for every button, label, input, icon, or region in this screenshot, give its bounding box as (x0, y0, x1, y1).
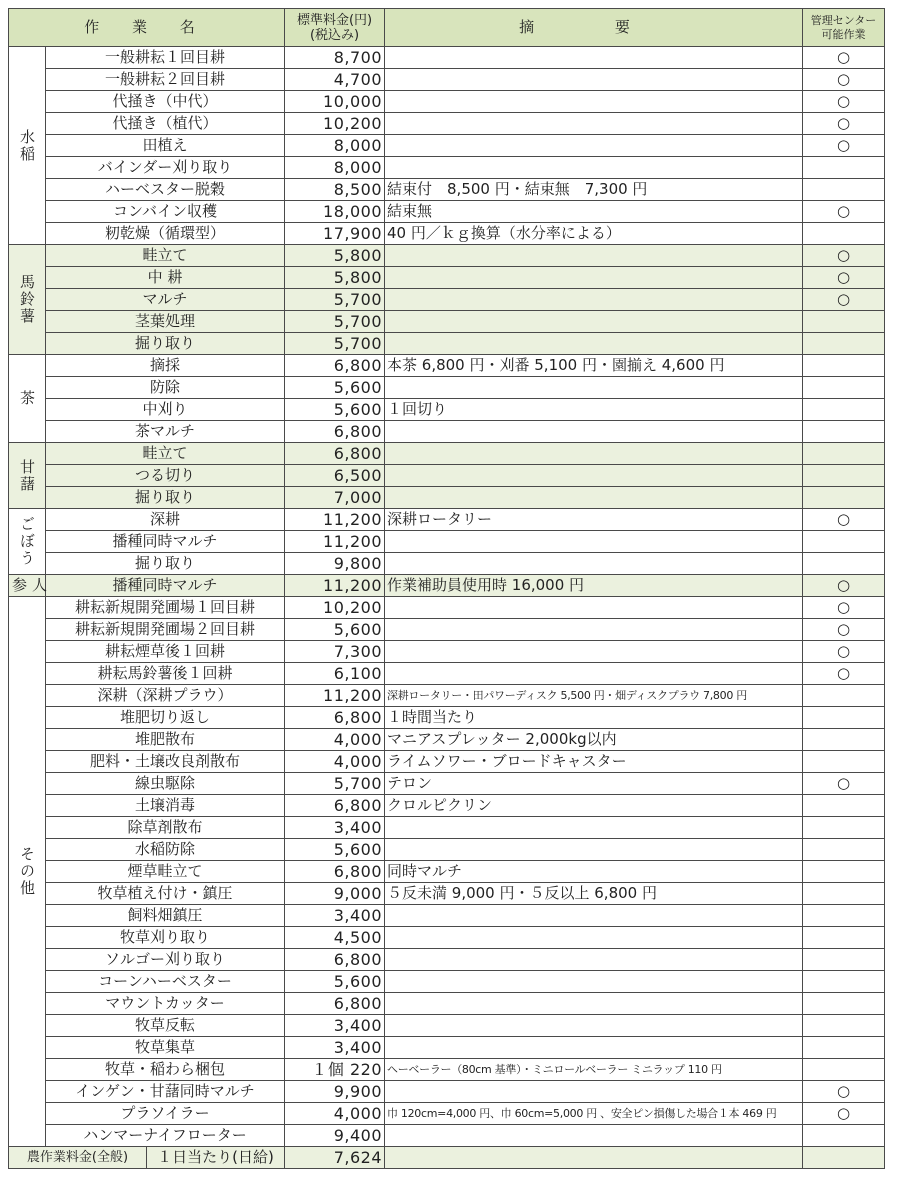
price-value: 6,800 (285, 993, 385, 1015)
center-mark: ○ (803, 135, 885, 157)
table-row (9, 1081, 885, 1103)
task-name: 堆肥切り返し (46, 707, 285, 729)
center-mark (803, 377, 885, 399)
table-row (9, 267, 885, 289)
price-value: 6,800 (285, 795, 385, 817)
table-row (9, 135, 885, 157)
group-label-text: 茶 (18, 390, 36, 407)
note-text: ヘーベーラー（80cm 基準）・ミニロールベーラー ミニラップ 110 円 (385, 1059, 803, 1081)
center-mark (803, 223, 885, 245)
group-label (9, 443, 46, 509)
price-value: 6,800 (285, 443, 385, 465)
task-name: 牧草反転 (46, 1015, 285, 1037)
table-row (9, 1059, 885, 1081)
note-text (385, 245, 803, 267)
table-row (9, 487, 885, 509)
task-name: コーンハーベスター (46, 971, 285, 993)
table-row (9, 839, 885, 861)
center-mark (803, 927, 885, 949)
task-name: 耕耘煙草後１回耕 (46, 641, 285, 663)
note-text (385, 971, 803, 993)
table-row (9, 927, 885, 949)
task-name: 代掻き（中代） (46, 91, 285, 113)
price-value: 17,900 (285, 223, 385, 245)
note-text (385, 1015, 803, 1037)
price-value: 18,000 (285, 201, 385, 223)
price-value: 5,700 (285, 773, 385, 795)
group-label (9, 245, 46, 355)
price-value: 7,000 (285, 487, 385, 509)
task-name: 茶マルチ (46, 421, 285, 443)
price-value: 3,400 (285, 817, 385, 839)
note-text (385, 157, 803, 179)
task-name: 耕耘新規開発圃場２回目耕 (46, 619, 285, 641)
center-mark (803, 751, 885, 773)
note-text: 作業補助員使用時 16,000 円 (385, 575, 803, 597)
group-label-text: 甘藷 (18, 458, 36, 493)
note-text (385, 69, 803, 91)
price-value: 6,500 (285, 465, 385, 487)
task-name: 中刈り (46, 399, 285, 421)
footer-price: 7,624 (285, 1147, 385, 1169)
price-value: 4,700 (285, 69, 385, 91)
center-mark (803, 355, 885, 377)
price-value: 11,200 (285, 685, 385, 707)
center-mark (803, 1015, 885, 1037)
task-name: 耕耘新規開発圃場１回目耕 (46, 597, 285, 619)
header-center-line2: 可能作業 (821, 27, 866, 41)
table-row (9, 553, 885, 575)
center-mark (803, 729, 885, 751)
price-value: 6,800 (285, 421, 385, 443)
table-body (9, 47, 885, 1147)
center-mark (803, 333, 885, 355)
task-name: 深耕 (46, 509, 285, 531)
price-value: 11,200 (285, 531, 385, 553)
table-row (9, 69, 885, 91)
note-text: マニアスプレッター 2,000kg以内 (385, 729, 803, 751)
note-text: １回切り (385, 399, 803, 421)
price-value: 6,800 (285, 949, 385, 971)
task-name: 掘り取り (46, 333, 285, 355)
task-name: 一般耕耘１回目耕 (46, 47, 285, 69)
table-row (9, 355, 885, 377)
note-text (385, 993, 803, 1015)
price-value: 6,100 (285, 663, 385, 685)
header-center (803, 9, 885, 47)
table-row (9, 663, 885, 685)
table-row (9, 289, 885, 311)
table-row (9, 443, 885, 465)
table-row (9, 1103, 885, 1125)
group-label-text: 馬鈴薯 (18, 274, 36, 325)
group-label (9, 47, 46, 245)
price-value: 8,700 (285, 47, 385, 69)
table-row (9, 707, 885, 729)
center-mark (803, 993, 885, 1015)
task-name: ハーベスター脱穀 (46, 179, 285, 201)
center-mark (803, 883, 885, 905)
note-text (385, 421, 803, 443)
table-row (9, 641, 885, 663)
table-row (9, 597, 885, 619)
center-mark: ○ (803, 575, 885, 597)
task-name: マルチ (46, 289, 285, 311)
note-text (385, 465, 803, 487)
center-mark (803, 1037, 885, 1059)
task-name: 中 耕 (46, 267, 285, 289)
footer-row (9, 1147, 885, 1169)
task-name: 茎葉処理 (46, 311, 285, 333)
note-text: 深耕ロータリー・田パワーディスク 5,500 円・畑ディスクプラウ 7,800 円 (385, 685, 803, 707)
price-value: 5,700 (285, 289, 385, 311)
note-text (385, 597, 803, 619)
table-row (9, 245, 885, 267)
center-mark: ○ (803, 641, 885, 663)
price-value: 5,600 (285, 377, 385, 399)
price-value: 8,000 (285, 157, 385, 179)
price-value: 4,000 (285, 729, 385, 751)
table-row (9, 729, 885, 751)
price-value: 5,700 (285, 311, 385, 333)
task-name: 一般耕耘２回目耕 (46, 69, 285, 91)
task-name: バインダー刈り取り (46, 157, 285, 179)
note-text (385, 267, 803, 289)
note-text (385, 1081, 803, 1103)
task-name: 肥料・土壌改良剤散布 (46, 751, 285, 773)
price-value: 3,400 (285, 1015, 385, 1037)
task-name: 田植え (46, 135, 285, 157)
note-text (385, 289, 803, 311)
center-mark: ○ (803, 245, 885, 267)
table-row (9, 905, 885, 927)
note-text (385, 905, 803, 927)
task-name: ソルゴー刈り取り (46, 949, 285, 971)
center-mark (803, 311, 885, 333)
note-text: 結束無 (385, 201, 803, 223)
task-name: 牧草刈り取り (46, 927, 285, 949)
footer-sublabel: １日当たり(日給) (147, 1147, 285, 1169)
price-value: 5,800 (285, 267, 385, 289)
price-value: 3,400 (285, 905, 385, 927)
table-row (9, 575, 885, 597)
price-value: 4,000 (285, 1103, 385, 1125)
table-row (9, 421, 885, 443)
price-value: 4,500 (285, 927, 385, 949)
price-value: 5,600 (285, 619, 385, 641)
center-mark (803, 839, 885, 861)
price-value: 9,400 (285, 1125, 385, 1147)
table-row (9, 201, 885, 223)
center-mark (803, 179, 885, 201)
center-mark (803, 685, 885, 707)
center-mark: ○ (803, 619, 885, 641)
price-value: 5,800 (285, 245, 385, 267)
center-mark (803, 421, 885, 443)
header-task-name: 作 業 名 (9, 9, 285, 47)
table-row (9, 509, 885, 531)
price-value: 3,400 (285, 1037, 385, 1059)
task-name: 播種同時マルチ (46, 575, 285, 597)
table-row (9, 619, 885, 641)
task-name: 摘採 (46, 355, 285, 377)
header-row (9, 9, 885, 47)
table-row (9, 223, 885, 245)
price-value: 6,800 (285, 355, 385, 377)
price-value: 10,000 (285, 91, 385, 113)
note-text (385, 1037, 803, 1059)
center-mark: ○ (803, 91, 885, 113)
price-value: 4,000 (285, 751, 385, 773)
note-text (385, 91, 803, 113)
price-value: 11,200 (285, 575, 385, 597)
note-text (385, 487, 803, 509)
group-label-text: 人参 (10, 577, 48, 594)
group-label (9, 575, 46, 597)
header-center-line1: 管理センター (810, 13, 877, 27)
task-name: マウントカッター (46, 993, 285, 1015)
group-label (9, 355, 46, 443)
center-mark (803, 487, 885, 509)
group-label-text: ごぼう (18, 516, 36, 567)
note-text: 結束付 8,500 円・結束無 7,300 円 (385, 179, 803, 201)
table-row (9, 377, 885, 399)
center-mark (803, 157, 885, 179)
note-text: 巾 120cm=4,000 円、巾 60cm=5,000 円 、安全ピン損傷した場合１本 469 円 (385, 1103, 803, 1125)
task-name: 牧草集草 (46, 1037, 285, 1059)
footer-label: 農作業料金(全般) (9, 1147, 147, 1169)
task-name: 堆肥散布 (46, 729, 285, 751)
note-text: ５反未満 9,000 円・５反以上 6,800 円 (385, 883, 803, 905)
note-text: クロルピクリン (385, 795, 803, 817)
table-row (9, 531, 885, 553)
task-name: 土壌消毒 (46, 795, 285, 817)
price-value: 6,800 (285, 707, 385, 729)
note-text: １時間当たり (385, 707, 803, 729)
price-value: 9,800 (285, 553, 385, 575)
price-value: 11,200 (285, 509, 385, 531)
note-text (385, 619, 803, 641)
table-row (9, 1037, 885, 1059)
table-row (9, 751, 885, 773)
price-value: 5,600 (285, 839, 385, 861)
center-mark (803, 795, 885, 817)
task-name: 耕耘馬鈴薯後１回耕 (46, 663, 285, 685)
center-mark: ○ (803, 509, 885, 531)
table-row (9, 949, 885, 971)
table-row (9, 179, 885, 201)
price-value: 7,300 (285, 641, 385, 663)
note-text: ライムソワー・ブロードキャスター (385, 751, 803, 773)
table-row (9, 817, 885, 839)
table-row (9, 113, 885, 135)
note-text (385, 949, 803, 971)
header-price-line2: (税込み) (309, 27, 360, 43)
center-mark: ○ (803, 1081, 885, 1103)
price-value: 10,200 (285, 113, 385, 135)
task-name: ハンマーナイフローター (46, 1125, 285, 1147)
price-value: 6,800 (285, 861, 385, 883)
price-value: 8,000 (285, 135, 385, 157)
center-mark (803, 553, 885, 575)
note-text: 本茶 6,800 円・刈番 5,100 円・園揃え 4,600 円 (385, 355, 803, 377)
task-name: 籾乾燥（循環型） (46, 223, 285, 245)
task-name: コンバイン収穫 (46, 201, 285, 223)
table-row (9, 1015, 885, 1037)
table-row (9, 861, 885, 883)
table-row (9, 91, 885, 113)
center-mark (803, 971, 885, 993)
note-text (385, 377, 803, 399)
note-text: 40 円／ｋｇ換算（水分率による） (385, 223, 803, 245)
price-value: 5,600 (285, 971, 385, 993)
task-name: 牧草・稲わら梱包 (46, 1059, 285, 1081)
center-mark (803, 465, 885, 487)
table-row (9, 1125, 885, 1147)
note-text (385, 839, 803, 861)
table-row (9, 311, 885, 333)
note-text (385, 663, 803, 685)
note-text (385, 641, 803, 663)
task-name: 深耕（深耕プラウ） (46, 685, 285, 707)
table-row (9, 399, 885, 421)
task-name: 牧草植え付け・鎮圧 (46, 883, 285, 905)
price-value: 8,500 (285, 179, 385, 201)
center-mark (803, 1125, 885, 1147)
center-mark: ○ (803, 47, 885, 69)
group-label-text: その他 (18, 846, 36, 897)
note-text (385, 311, 803, 333)
group-label-text: 水稲 (18, 128, 36, 163)
group-label (9, 597, 46, 1147)
note-text: テロン (385, 773, 803, 795)
task-name: 水稲防除 (46, 839, 285, 861)
center-mark (803, 707, 885, 729)
task-name: つる切り (46, 465, 285, 487)
table-row (9, 993, 885, 1015)
fee-table-sheet (8, 8, 884, 1169)
task-name: 掘り取り (46, 553, 285, 575)
task-name: 代掻き（植代） (46, 113, 285, 135)
price-value: 5,700 (285, 333, 385, 355)
center-mark: ○ (803, 773, 885, 795)
price-value: 9,900 (285, 1081, 385, 1103)
note-text (385, 531, 803, 553)
note-text (385, 927, 803, 949)
note-text (385, 817, 803, 839)
table-row (9, 795, 885, 817)
center-mark: ○ (803, 113, 885, 135)
center-mark (803, 443, 885, 465)
note-text (385, 333, 803, 355)
price-value: 5,600 (285, 399, 385, 421)
task-name: 防除 (46, 377, 285, 399)
center-mark: ○ (803, 201, 885, 223)
footer-note (385, 1147, 803, 1169)
note-text (385, 553, 803, 575)
note-text: 同時マルチ (385, 861, 803, 883)
center-mark: ○ (803, 267, 885, 289)
center-mark (803, 817, 885, 839)
center-mark (803, 531, 885, 553)
header-note: 摘 要 (385, 9, 803, 47)
task-name: 煙草畦立て (46, 861, 285, 883)
header-price-line1: 標準料金(円) (296, 12, 373, 28)
table-row (9, 465, 885, 487)
price-value: 9,000 (285, 883, 385, 905)
task-name: 播種同時マルチ (46, 531, 285, 553)
price-value: １個 220 (285, 1059, 385, 1081)
group-label (9, 509, 46, 575)
center-mark (803, 399, 885, 421)
footer-center (803, 1147, 885, 1169)
table-row (9, 883, 885, 905)
price-value: 10,200 (285, 597, 385, 619)
center-mark (803, 861, 885, 883)
task-name: 畦立て (46, 443, 285, 465)
table-row (9, 333, 885, 355)
task-name: 畦立て (46, 245, 285, 267)
table-row (9, 685, 885, 707)
center-mark: ○ (803, 1103, 885, 1125)
center-mark (803, 905, 885, 927)
center-mark (803, 949, 885, 971)
center-mark: ○ (803, 597, 885, 619)
task-name: 除草剤散布 (46, 817, 285, 839)
table-row (9, 47, 885, 69)
note-text: 深耕ロータリー (385, 509, 803, 531)
header-price (285, 9, 385, 47)
note-text (385, 443, 803, 465)
note-text (385, 1125, 803, 1147)
note-text (385, 47, 803, 69)
fee-table (8, 8, 885, 1169)
task-name: プラソイラー (46, 1103, 285, 1125)
task-name: インゲン・甘藷同時マルチ (46, 1081, 285, 1103)
center-mark: ○ (803, 663, 885, 685)
note-text (385, 135, 803, 157)
table-row (9, 971, 885, 993)
note-text (385, 113, 803, 135)
table-row (9, 773, 885, 795)
table-row (9, 157, 885, 179)
center-mark: ○ (803, 289, 885, 311)
task-name: 飼料畑鎮圧 (46, 905, 285, 927)
task-name: 線虫駆除 (46, 773, 285, 795)
center-mark (803, 1059, 885, 1081)
center-mark: ○ (803, 69, 885, 91)
task-name: 掘り取り (46, 487, 285, 509)
